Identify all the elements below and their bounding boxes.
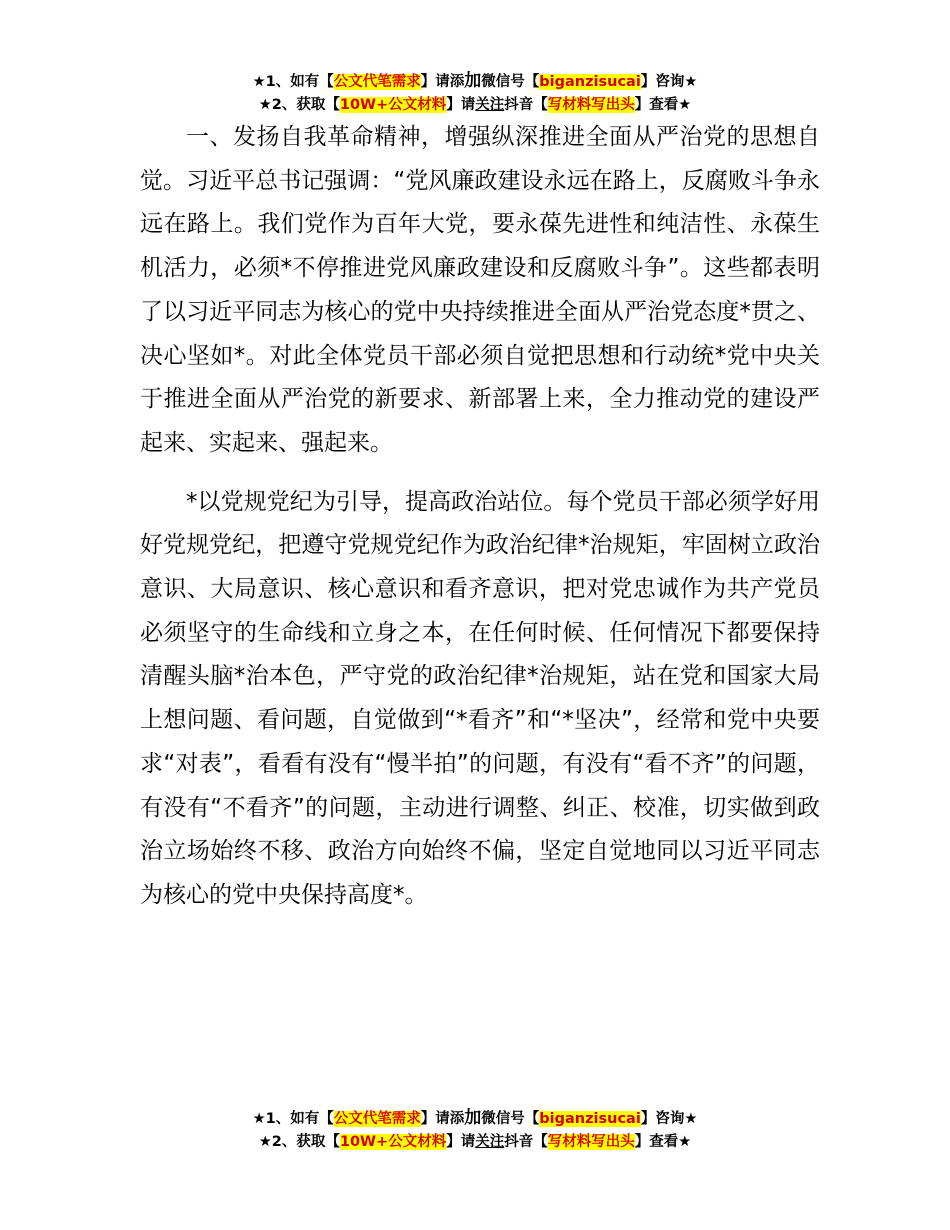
footer-banner-line-2 [0,1131,950,1154]
footer-line1-suffix: 】咨询★ [640,1111,698,1127]
header-line1-suffix: 】咨询★ [640,74,698,90]
footer-banner-line-1 [0,1107,950,1131]
header-line1-prefix: ★1、如有【 [252,74,334,90]
document-body [140,116,820,918]
header-line1-highlight-wechat: biganzisucai [539,74,641,90]
footer-line2-highlight-douyin: 写材料写出头 [547,1134,635,1150]
header-line2-mid1: 】请 [446,97,476,113]
footer-line1-prefix: ★1、如有【 [252,1111,334,1127]
footer-line2-mid1: 】请 [446,1134,476,1150]
footer-line1-highlight-service: 公文代笔需求 [333,1111,421,1127]
header-line1-emph: 加 [464,71,482,91]
footer-line1-highlight-wechat: biganzisucai [539,1111,641,1127]
header-line2-prefix: ★2、获取【 [258,97,340,113]
footer-banner [0,1107,950,1154]
footer-line2-suffix: 】查看★ [634,1134,692,1150]
header-line2-highlight-materials: 10W+公文材料 [339,97,447,113]
header-line1-mid1: 】请添 [420,74,465,90]
footer-line2-emph: 关注 [475,1134,505,1150]
header-banner-line-1 [0,70,950,94]
header-line1-highlight-service: 公文代笔需求 [333,74,421,90]
document-paragraph-2: *以党规党纪为引导，提高政治站位。每个党员干部必须学好用好党规党纪，把遵守党规党纪作为政治纪律*治规矩，牢固树立政治意识、大局意识、核心意识和看齐意识，把对党忠诚作为共产党员必须坚守的生命线和立身之本，在任何时候、任何情况下都要保持清醒头脑*治本色，严守党的政治纪律*治规矩，站在党和国家大局上想问题、看问题，自觉做到“*看齐”和“*坚决”，经常和党中央要求“对表”，看看有没有“慢半拍”的问题，有没有“看不齐”的问题，有没有“不看齐”的问题，主动进行调整、纠正、校准，切实做到政治立场始终不移、政治方向始终不偏，坚定自觉地同以习近平同志为核心的党中央保持高度*。 [140,488,820,908]
header-line2-highlight-douyin: 写材料写出头 [547,97,635,113]
footer-line2-prefix: ★2、获取【 [258,1134,340,1150]
header-line2-emph: 关注 [475,97,505,113]
document-paragraph-1: 一、发扬自我革命精神，增强纵深推进全面从严治党的思想自觉。习近平总书记强调：“党风廉政建设永远在路上，反腐败斗争永远在路上。我们党作为百年大党，要永葆先进性和纯洁性、永葆生机活力，必须*不停推进党风廉政建设和反腐败斗争”。这些都表明了以习近平同志为核心的党中央持续推进全面从严治党态度*贯之、决心坚如*。对此全体党员干部必须自觉把思想和行动统*党中央关于推进全面从严治党的新要求、新部署上来，全力推动党的建设严起来、实起来、强起来。 [140,124,820,456]
footer-line2-mid2: 抖音【 [504,1134,548,1150]
header-line1-mid2: 微信号【 [481,74,540,90]
header-banner [0,70,950,117]
header-line2-mid2: 抖音【 [504,97,548,113]
footer-line1-mid1: 】请添 [420,1111,465,1127]
header-line2-suffix: 】查看★ [634,97,692,113]
footer-line2-highlight-materials: 10W+公文材料 [339,1134,447,1150]
header-banner-line-2 [0,94,950,117]
footer-line1-emph: 加 [464,1108,482,1128]
footer-line1-mid2: 微信号【 [481,1111,540,1127]
